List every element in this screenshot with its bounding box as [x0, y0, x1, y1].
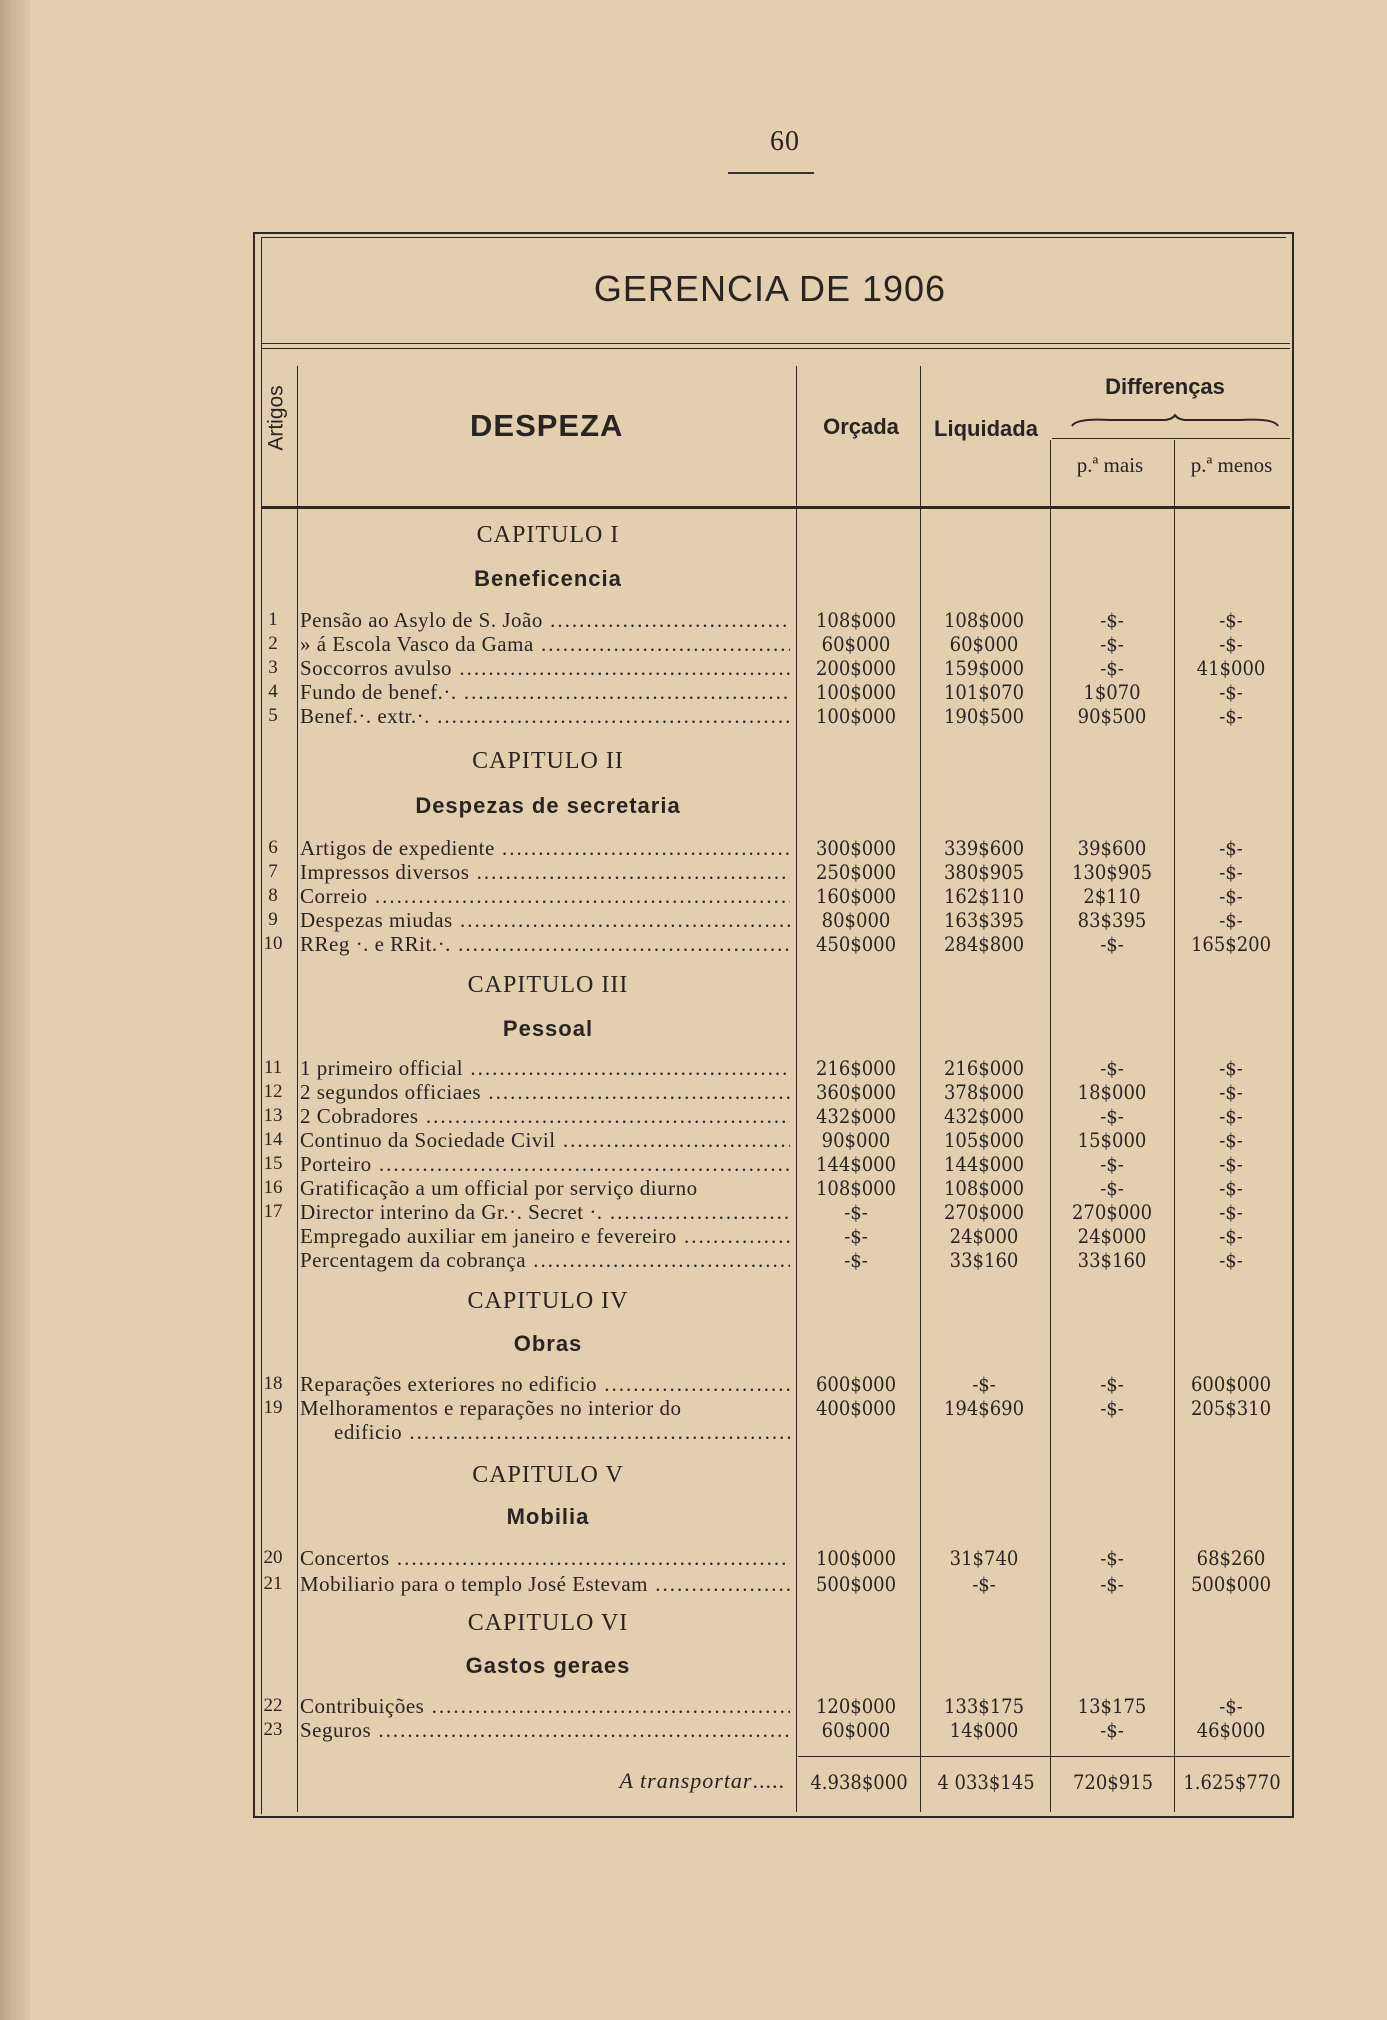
row-p-mais: -$- [1100, 608, 1124, 632]
row-liquidada: 216$000 [943, 1056, 1025, 1080]
row-p-mais: -$- [1100, 632, 1124, 656]
row-p-menos: -$- [1219, 1056, 1243, 1080]
row-orcada: 108$000 [815, 1176, 897, 1200]
header-p-mais: p.ª mais [1076, 453, 1144, 477]
row-liquidada: 270$000 [943, 1200, 1025, 1224]
header-rule [262, 348, 1290, 349]
row-orcada: 160$000 [815, 884, 897, 908]
row-description: Pensão ao Asylo de S. João ..... [300, 608, 790, 632]
chapter-section: Obras [513, 1331, 583, 1356]
row-liquidada: 108$000 [943, 608, 1025, 632]
row-liquidada: 144$000 [943, 1152, 1025, 1176]
chapter-title: CAPITULO V [472, 1462, 624, 1488]
row-number: 12 [263, 1081, 283, 1102]
row-p-menos: 41$000 [1196, 656, 1266, 680]
row-liquidada: 33$160 [949, 1248, 1019, 1272]
row-number: 5 [268, 705, 278, 726]
row-p-mais: -$- [1100, 1572, 1124, 1596]
row-orcada: 100$000 [815, 704, 897, 728]
table-row [0, 680, 1387, 704]
transport-label: A transportar ..... [560, 1768, 785, 1794]
row-p-menos: -$- [1219, 1176, 1243, 1200]
row-p-menos: 500$000 [1190, 1572, 1272, 1596]
row-orcada: 108$000 [815, 608, 897, 632]
row-liquidada: -$- [972, 1572, 996, 1596]
header-liquidada: Liquidada [934, 416, 1038, 441]
row-number: 10 [263, 933, 283, 954]
chapter-title: CAPITULO I [476, 522, 620, 548]
row-liquidada: 159$000 [943, 656, 1025, 680]
table-row [0, 1104, 1387, 1128]
row-number: 16 [263, 1177, 283, 1198]
row-liquidada: 432$000 [943, 1104, 1025, 1128]
row-number: 4 [268, 681, 278, 702]
row-orcada: 144$000 [815, 1152, 897, 1176]
table-row [0, 1420, 1387, 1444]
row-liquidada: 378$000 [943, 1080, 1025, 1104]
chapter-title: CAPITULO III [467, 972, 629, 998]
row-orcada: 432$000 [815, 1104, 897, 1128]
row-p-mais: 2$110 [1083, 884, 1141, 908]
page-number: 60 [770, 126, 800, 157]
table-row [0, 1176, 1387, 1200]
row-orcada: 300$000 [815, 836, 897, 860]
table-row [0, 836, 1387, 860]
row-p-mais: -$- [1100, 1176, 1124, 1200]
row-liquidada: 60$000 [949, 632, 1019, 656]
table-row [0, 884, 1387, 908]
row-orcada: 450$000 [815, 932, 897, 956]
row-liquidada: 14$000 [949, 1718, 1019, 1742]
row-description: Benef.·. extr.·. ..... [300, 704, 790, 728]
page-number-rule [728, 172, 814, 174]
row-number: 8 [268, 885, 278, 906]
row-p-mais: -$- [1100, 1372, 1124, 1396]
row-orcada: 400$000 [815, 1396, 897, 1420]
chapter-section: Gastos geraes [465, 1653, 631, 1678]
row-description: Contribuições ..... [300, 1694, 790, 1718]
row-description: Gratificação a um official por serviço diurno [300, 1176, 698, 1200]
row-p-menos: -$- [1219, 1104, 1243, 1128]
row-orcada: 360$000 [815, 1080, 897, 1104]
row-p-mais: -$- [1100, 932, 1124, 956]
row-description: Percentagem da cobrança ..... [300, 1248, 790, 1272]
table-row [0, 908, 1387, 932]
row-description: Mobiliario para o templo José Estevam ..... [300, 1572, 790, 1596]
row-number: 18 [263, 1373, 283, 1394]
row-description: Correio ..... [300, 884, 790, 908]
total-liquidada: 4 033$145 [937, 1770, 1035, 1794]
table-row [0, 1248, 1387, 1272]
totals-rule [798, 1756, 1290, 1757]
row-p-menos: -$- [1219, 704, 1243, 728]
row-number: 14 [263, 1129, 283, 1150]
row-description: Seguros ..... [300, 1718, 790, 1742]
row-p-menos: 46$000 [1196, 1718, 1266, 1742]
row-orcada: 100$000 [815, 1546, 897, 1570]
row-p-mais: 90$500 [1077, 704, 1147, 728]
row-orcada: -$- [844, 1200, 868, 1224]
differencas-rule [1052, 438, 1290, 439]
row-p-mais: 270$000 [1071, 1200, 1153, 1224]
row-p-menos: 165$200 [1190, 932, 1272, 956]
row-number: 19 [263, 1397, 283, 1418]
header-orcada: Orçada [823, 414, 899, 439]
table-row [0, 1694, 1387, 1718]
table-row [0, 932, 1387, 956]
row-orcada: 90$000 [821, 1128, 891, 1152]
row-p-menos: -$- [1219, 908, 1243, 932]
row-orcada: 120$000 [815, 1694, 897, 1718]
row-number: 17 [263, 1201, 283, 1222]
table-row [0, 1718, 1387, 1742]
row-description: Artigos de expediente ..... [300, 836, 790, 860]
row-description: Reparações exteriores no edificio ..... [300, 1372, 790, 1396]
page-title: GERENCIA DE 1906 [593, 268, 947, 309]
row-orcada: 500$000 [815, 1572, 897, 1596]
row-description: » á Escola Vasco da Gama ..... [300, 632, 790, 656]
chapter-title: CAPITULO IV [467, 1288, 629, 1314]
header-artigos: Artigos [265, 385, 289, 451]
row-number: 13 [263, 1105, 283, 1126]
chapter-section: Despezas de secretaria [415, 793, 681, 818]
row-p-menos: -$- [1219, 860, 1243, 884]
row-p-mais: 33$160 [1077, 1248, 1147, 1272]
row-number: 21 [263, 1573, 283, 1594]
row-p-menos: 205$310 [1190, 1396, 1272, 1420]
table-row [0, 1546, 1387, 1570]
table-row [0, 704, 1387, 728]
chapter-section: Mobilia [506, 1504, 590, 1529]
row-p-mais: -$- [1100, 1104, 1124, 1128]
row-p-menos: -$- [1219, 1200, 1243, 1224]
row-orcada: 80$000 [821, 908, 891, 932]
row-number: 1 [268, 609, 278, 630]
row-p-menos: -$- [1219, 884, 1243, 908]
frame-inner-rule [261, 237, 1286, 238]
row-number: 6 [268, 837, 278, 858]
row-orcada: 216$000 [815, 1056, 897, 1080]
row-liquidada: 133$175 [943, 1694, 1025, 1718]
row-p-mais: -$- [1100, 656, 1124, 680]
row-p-menos: -$- [1219, 836, 1243, 860]
row-liquidada: 108$000 [943, 1176, 1025, 1200]
row-p-menos: -$- [1219, 632, 1243, 656]
row-p-menos: -$- [1219, 1128, 1243, 1152]
row-description: Porteiro ..... [300, 1152, 790, 1176]
row-p-menos: -$- [1219, 1694, 1243, 1718]
table-row [0, 1572, 1387, 1596]
header-p-menos: p.ª menos [1190, 453, 1273, 477]
row-liquidada: 162$110 [943, 884, 1025, 908]
table-row [0, 860, 1387, 884]
row-orcada: 60$000 [821, 632, 891, 656]
row-orcada: 600$000 [815, 1372, 897, 1396]
row-p-mais: -$- [1100, 1396, 1124, 1420]
row-orcada: 250$000 [815, 860, 897, 884]
row-p-menos: -$- [1219, 680, 1243, 704]
chapter-title: CAPITULO VI [467, 1610, 629, 1636]
row-number: 3 [268, 657, 278, 678]
row-liquidada: 163$395 [943, 908, 1025, 932]
row-p-mais: 13$175 [1077, 1694, 1147, 1718]
row-liquidada: 101$070 [943, 680, 1025, 704]
row-orcada: -$- [844, 1224, 868, 1248]
table-row [0, 608, 1387, 632]
row-description: 1 primeiro official ..... [300, 1056, 790, 1080]
total-p-menos: 1.625$770 [1183, 1770, 1281, 1794]
row-description: Soccorros avulso ..... [300, 656, 790, 680]
table-row [0, 1224, 1387, 1248]
row-liquidada: 380$905 [943, 860, 1025, 884]
row-number: 7 [268, 861, 278, 882]
row-description: RReg ·. e RRit.·. ..... [300, 932, 790, 956]
table-row [0, 1372, 1387, 1396]
row-liquidada: 339$600 [943, 836, 1025, 860]
chapter-section: Beneficencia [474, 566, 622, 591]
row-description: Impressos diversos ..... [300, 860, 790, 884]
row-description: Despezas miudas ..... [300, 908, 790, 932]
header-bottom-rule [262, 506, 1290, 509]
row-p-menos: -$- [1219, 1080, 1243, 1104]
row-liquidada: 105$000 [943, 1128, 1025, 1152]
table-row [0, 1200, 1387, 1224]
row-p-mais: 130$905 [1071, 860, 1153, 884]
row-description: Concertos ..... [300, 1546, 790, 1570]
header-despeza: DESPEZA [470, 408, 624, 443]
row-number: 11 [263, 1057, 283, 1078]
row-liquidada: 190$500 [943, 704, 1025, 728]
row-description: 2 Cobradores ..... [300, 1104, 790, 1128]
row-p-menos: -$- [1219, 1224, 1243, 1248]
row-p-menos: 68$260 [1196, 1546, 1266, 1570]
row-orcada: 100$000 [815, 680, 897, 704]
brace-icon [1070, 414, 1280, 428]
row-liquidada: -$- [972, 1372, 996, 1396]
row-liquidada: 194$690 [943, 1396, 1025, 1420]
table-row [0, 632, 1387, 656]
table-row [0, 1056, 1387, 1080]
row-description: edificio ..... [300, 1420, 790, 1444]
total-p-mais: 720$915 [1072, 1770, 1154, 1794]
total-orcada: 4.938$000 [810, 1770, 908, 1794]
row-number: 9 [268, 909, 278, 930]
row-orcada: 200$000 [815, 656, 897, 680]
table-row [0, 656, 1387, 680]
chapter-title: CAPITULO II [472, 748, 624, 774]
row-description: Melhoramentos e reparações no interior do [300, 1396, 682, 1420]
table-row [0, 1396, 1387, 1420]
header-rule [262, 343, 1290, 344]
row-number: 23 [263, 1719, 283, 1740]
row-description: Director interino da Gr.·. Secret ·. ..... [300, 1200, 790, 1224]
row-description: Fundo de benef.·. ..... [300, 680, 790, 704]
row-p-mais: 18$000 [1077, 1080, 1147, 1104]
row-liquidada: 24$000 [949, 1224, 1019, 1248]
row-p-mais: -$- [1100, 1056, 1124, 1080]
row-description: Empregado auxiliar em janeiro e fevereiro ..... [300, 1224, 790, 1248]
row-p-menos: -$- [1219, 1248, 1243, 1272]
row-p-mais: 83$395 [1077, 908, 1147, 932]
table-row [0, 1080, 1387, 1104]
row-number: 22 [263, 1695, 283, 1716]
row-p-menos: 600$000 [1190, 1372, 1272, 1396]
row-p-mais: -$- [1100, 1546, 1124, 1570]
row-p-menos: -$- [1219, 608, 1243, 632]
row-p-mais: 1$070 [1083, 680, 1141, 704]
row-p-mais: 15$000 [1077, 1128, 1147, 1152]
chapter-section: Pessoal [502, 1016, 594, 1041]
row-orcada: -$- [844, 1248, 868, 1272]
row-orcada: 60$000 [821, 1718, 891, 1742]
row-description: Continuo da Sociedade Civil ..... [300, 1128, 790, 1152]
table-row [0, 1128, 1387, 1152]
header-differencas: Differenças [1105, 374, 1225, 399]
row-number: 15 [263, 1153, 283, 1174]
row-p-mais: 24$000 [1077, 1224, 1147, 1248]
row-number: 20 [263, 1547, 283, 1568]
row-p-mais: 39$600 [1077, 836, 1147, 860]
row-p-menos: -$- [1219, 1152, 1243, 1176]
row-p-mais: -$- [1100, 1152, 1124, 1176]
row-liquidada: 284$800 [943, 932, 1025, 956]
row-liquidada: 31$740 [949, 1546, 1019, 1570]
row-p-mais: -$- [1100, 1718, 1124, 1742]
table-row [0, 1152, 1387, 1176]
row-number: 2 [268, 633, 278, 654]
row-description: 2 segundos officiaes ..... [300, 1080, 790, 1104]
